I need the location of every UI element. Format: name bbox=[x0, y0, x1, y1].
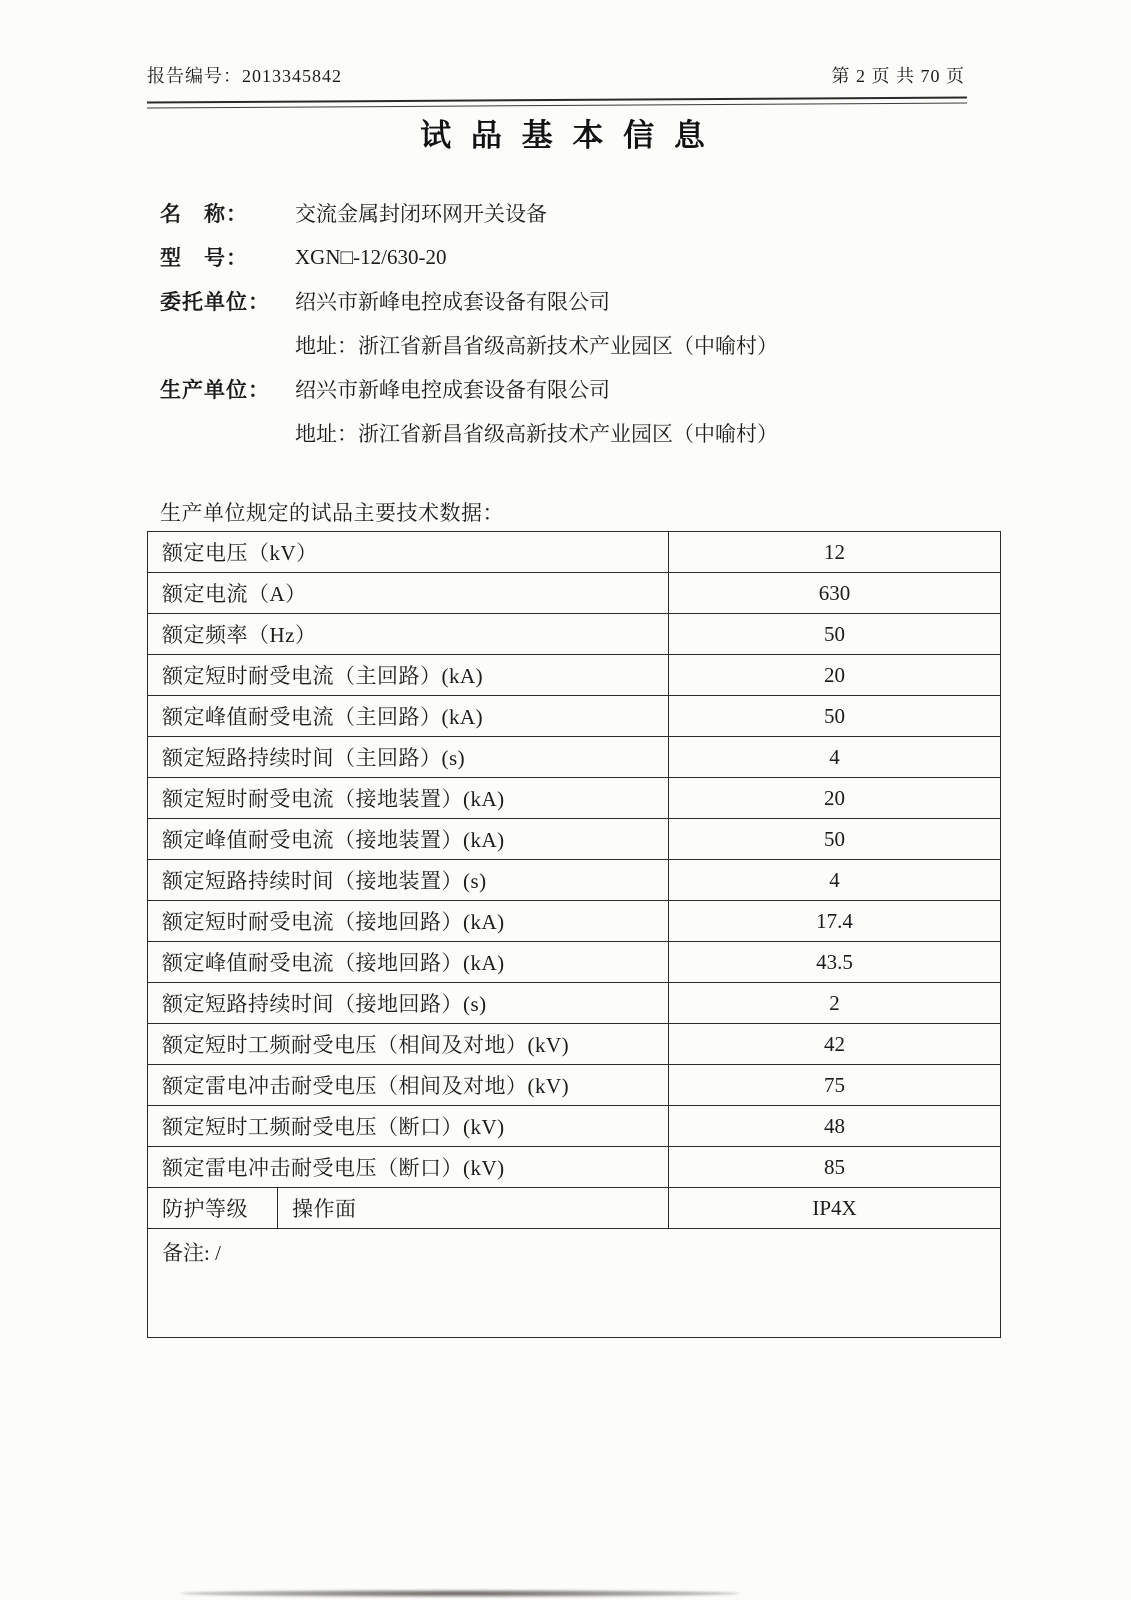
param-label: 额定短时耐受电流（接地装置）(kA) bbox=[148, 778, 669, 819]
table-row bbox=[148, 1065, 1001, 1106]
param-value: 4 bbox=[669, 737, 1001, 778]
manufacturer-address: 地址：浙江省新昌省级高新技术产业园区（中喻村） bbox=[295, 422, 778, 446]
param-label: 额定短时工频耐受电压（断口）(kV) bbox=[148, 1106, 669, 1147]
table-row bbox=[148, 819, 1001, 860]
param-label: 额定电流（A） bbox=[148, 573, 669, 614]
param-value: 20 bbox=[669, 778, 1001, 819]
scan-edge-artifact bbox=[180, 1590, 740, 1597]
param-value: 20 bbox=[669, 655, 1001, 696]
protection-grade-value: IP4X bbox=[669, 1188, 1001, 1229]
param-label: 额定短路持续时间（接地装置）(s) bbox=[148, 860, 669, 901]
remark-row bbox=[148, 1229, 1001, 1338]
param-label: 额定峰值耐受电流（接地装置）(kA) bbox=[148, 819, 669, 860]
manufacturer-row bbox=[160, 367, 980, 411]
param-label: 额定峰值耐受电流（接地回路）(kA) bbox=[148, 942, 669, 983]
param-value: 48 bbox=[669, 1106, 1001, 1147]
manufacturer-value: 绍兴市新峰电控成套设备有限公司 bbox=[295, 378, 610, 402]
sample-model-row bbox=[160, 235, 980, 279]
manufacturer-label: 生产单位： bbox=[160, 378, 270, 402]
param-value: 17.4 bbox=[669, 901, 1001, 942]
report-number-value: 2013345842 bbox=[242, 66, 342, 86]
sample-info bbox=[160, 191, 980, 455]
table-row bbox=[148, 1147, 1001, 1188]
consignor-value: 绍兴市新峰电控成套设备有限公司 bbox=[295, 290, 610, 314]
header-divider bbox=[147, 96, 967, 108]
remark-text: 备注: / bbox=[148, 1229, 1001, 1338]
param-value: 85 bbox=[669, 1147, 1001, 1188]
consignor-row bbox=[160, 279, 980, 323]
table-row bbox=[148, 942, 1001, 983]
param-label: 额定频率（Hz） bbox=[148, 614, 669, 655]
param-value: 2 bbox=[669, 983, 1001, 1024]
consignor-label: 委托单位： bbox=[160, 290, 270, 314]
param-label: 额定雷电冲击耐受电压（断口）(kV) bbox=[148, 1147, 669, 1188]
param-label: 额定短时耐受电流（主回路）(kA) bbox=[148, 655, 669, 696]
table-row bbox=[148, 737, 1001, 778]
param-value: 50 bbox=[669, 819, 1001, 860]
param-label: 额定短时工频耐受电压（相间及对地）(kV) bbox=[148, 1024, 669, 1065]
protection-grade-sublabel: 操作面 bbox=[278, 1188, 669, 1229]
param-value: 50 bbox=[669, 614, 1001, 655]
tech-data-table bbox=[147, 531, 1001, 1338]
table-row bbox=[148, 983, 1001, 1024]
report-number bbox=[147, 62, 342, 88]
sample-name-label: 名 称： bbox=[160, 202, 248, 226]
table-row bbox=[148, 614, 1001, 655]
param-value: 50 bbox=[669, 696, 1001, 737]
param-label: 额定电压（kV） bbox=[148, 532, 669, 573]
sample-name-value: 交流金属封闭环网开关设备 bbox=[295, 202, 547, 226]
param-value: 4 bbox=[669, 860, 1001, 901]
protection-grade-row bbox=[148, 1188, 1001, 1229]
table-row bbox=[148, 778, 1001, 819]
sample-model-value: XGN□-12/630-20 bbox=[295, 244, 447, 269]
param-value: 42 bbox=[669, 1024, 1001, 1065]
param-value: 75 bbox=[669, 1065, 1001, 1106]
param-label: 额定雷电冲击耐受电压（相间及对地）(kV) bbox=[148, 1065, 669, 1106]
sample-model-label: 型 号： bbox=[160, 246, 248, 270]
table-row bbox=[148, 573, 1001, 614]
param-label: 额定短路持续时间（主回路）(s) bbox=[148, 737, 669, 778]
consignor-address: 地址：浙江省新昌省级高新技术产业园区（中喻村） bbox=[295, 334, 778, 358]
page-indicator: 第 2 页 共 70 页 bbox=[831, 66, 965, 86]
table-row bbox=[148, 532, 1001, 573]
param-value: 43.5 bbox=[669, 942, 1001, 983]
sample-name-row bbox=[160, 191, 980, 235]
table-row bbox=[148, 1106, 1001, 1147]
table-row bbox=[148, 696, 1001, 737]
param-label: 额定峰值耐受电流（主回路）(kA) bbox=[148, 696, 669, 737]
param-value: 630 bbox=[669, 573, 1001, 614]
table-row bbox=[148, 655, 1001, 696]
table-row bbox=[148, 1024, 1001, 1065]
param-value: 12 bbox=[669, 532, 1001, 573]
table-row bbox=[148, 901, 1001, 942]
table-row bbox=[148, 860, 1001, 901]
protection-grade-label: 防护等级 bbox=[148, 1188, 278, 1229]
param-label: 额定短路持续时间（接地回路）(s) bbox=[148, 983, 669, 1024]
param-label: 额定短时耐受电流（接地回路）(kA) bbox=[148, 901, 669, 942]
page-title: 试 品 基 本 信 息 bbox=[420, 118, 711, 153]
page-header bbox=[147, 62, 965, 88]
tech-data-caption: 生产单位规定的试品主要技术数据： bbox=[160, 501, 504, 525]
report-number-label: 报告编号： bbox=[147, 66, 242, 86]
